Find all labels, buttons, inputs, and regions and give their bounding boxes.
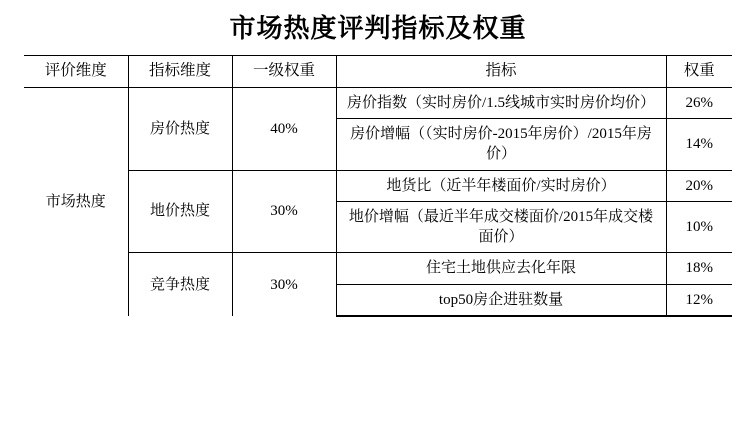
- cell-indicator: 房价增幅（（实时房价-2015年房价）/2015年房价）: [336, 119, 666, 171]
- column-header-indicator: 指标: [336, 56, 666, 88]
- cell-weight: 14%: [666, 119, 732, 171]
- cell-index-dimension-3: 竞争热度: [128, 253, 232, 316]
- cell-weight: 20%: [666, 170, 732, 201]
- cell-weight: 10%: [666, 201, 732, 253]
- column-header-index-dimension: 指标维度: [128, 56, 232, 88]
- column-header-weight: 权重: [666, 56, 732, 88]
- cell-indicator: 房价指数（实时房价/1.5线城市实时房价均价）: [336, 87, 666, 118]
- column-header-primary-weight: 一级权重: [232, 56, 336, 88]
- cell-indicator: 地价增幅（最近半年成交楼面价/2015年成交楼面价）: [336, 201, 666, 253]
- weights-table: [24, 55, 732, 317]
- cell-index-dimension-2: 地价热度: [128, 170, 232, 253]
- cell-primary-weight-2: 30%: [232, 170, 336, 253]
- cell-primary-weight-3: 30%: [232, 253, 336, 316]
- cell-primary-weight-1: 40%: [232, 87, 336, 170]
- column-header-evaluation-dimension: 评价维度: [24, 56, 128, 88]
- cell-evaluation-dimension: 市场热度: [24, 87, 128, 316]
- table-header-row: [24, 56, 732, 88]
- cell-indicator: top50房企进驻数量: [336, 284, 666, 316]
- cell-indicator: 地货比（近半年楼面价/实时房价）: [336, 170, 666, 201]
- cell-index-dimension-1: 房价热度: [128, 87, 232, 170]
- cell-weight: 26%: [666, 87, 732, 118]
- table-row: [24, 87, 732, 118]
- table-row: [24, 253, 732, 284]
- cell-weight: 12%: [666, 284, 732, 316]
- cell-indicator: 住宅土地供应去化年限: [336, 253, 666, 284]
- page-title: 市场热度评判指标及权重: [229, 13, 527, 43]
- table-row: [24, 170, 732, 201]
- cell-weight: 18%: [666, 253, 732, 284]
